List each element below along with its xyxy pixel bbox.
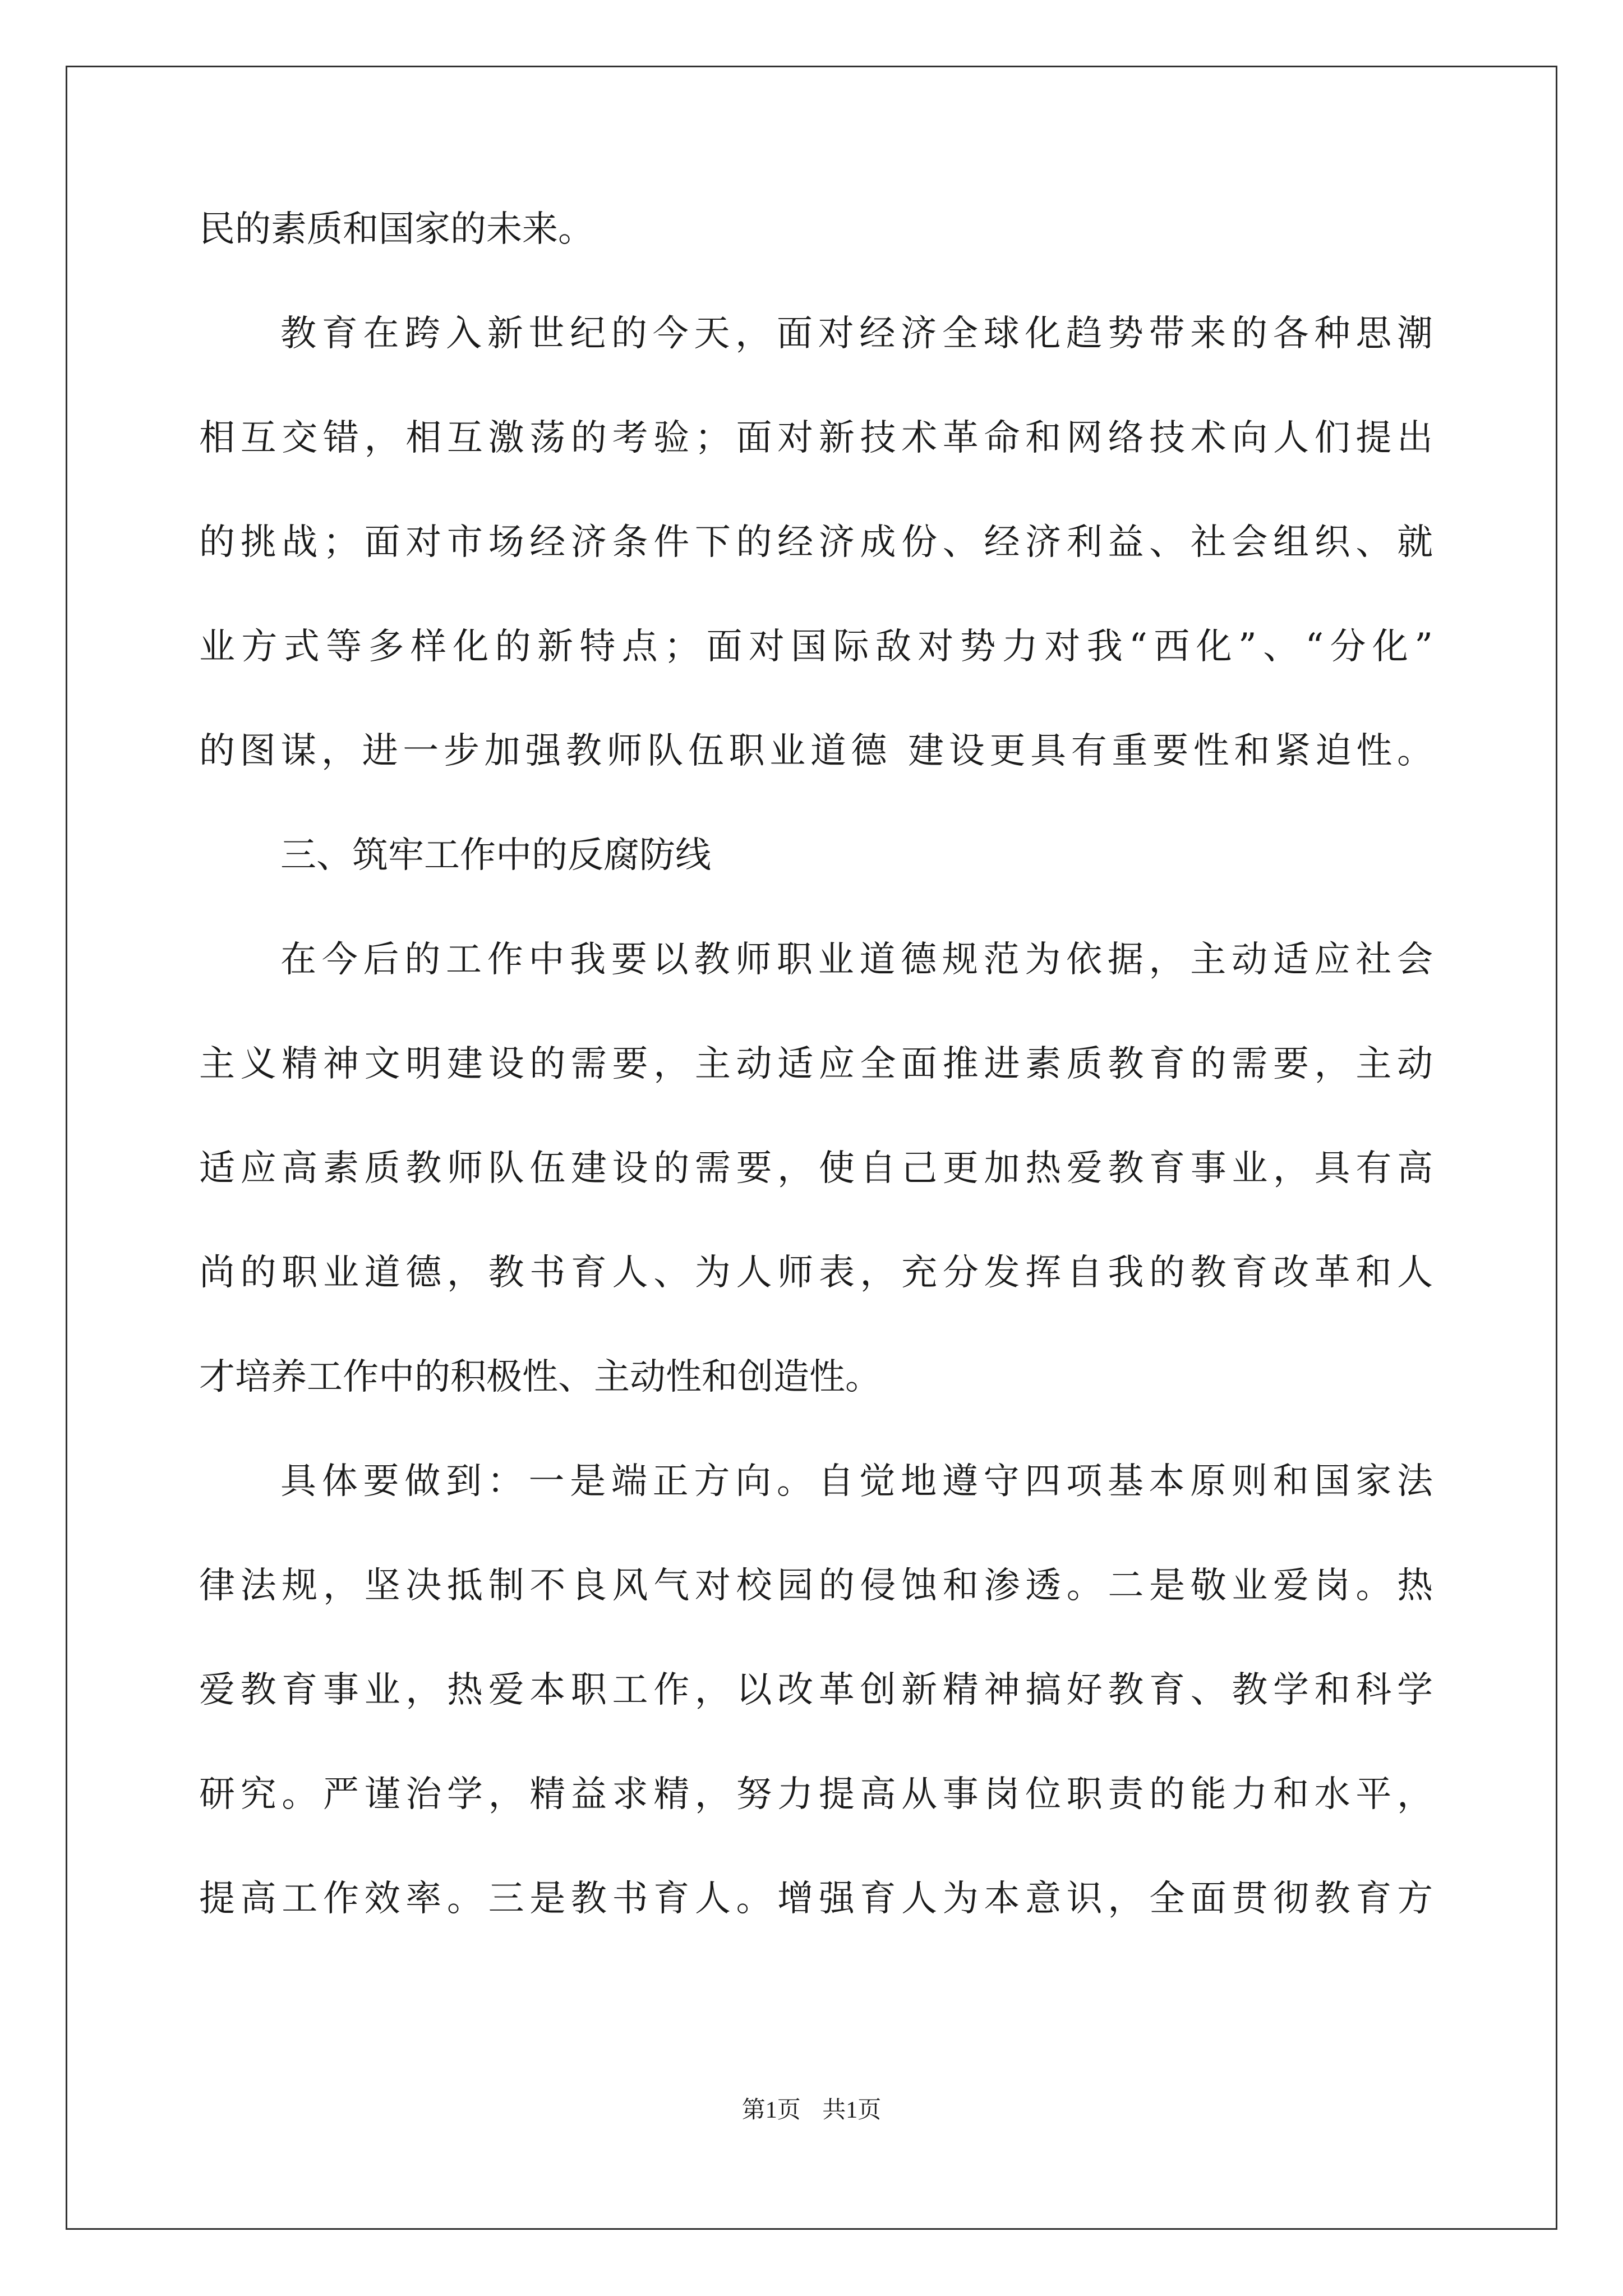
text-line: 适应高素质教师队伍建设的需要，使自己更加热爱教育事业，具有高 (199, 1148, 1433, 1189)
text-line: 民的素质和国家的未来。 (199, 209, 594, 250)
text-line: 的图谋，进一步加强教师队伍职业道德 建设更具有重要性和紧迫性。 (199, 730, 1433, 772)
document-body (199, 194, 1433, 1967)
text-line: 在今后的工作中我要以教师职业道德规范为依据，主动适应社会 (280, 939, 1433, 981)
text-line: 律法规，坚决抵制不良风气对校园的侵蚀和渗透。二是敬业爱岗。热 (199, 1565, 1433, 1607)
page-footer (0, 2091, 1623, 2125)
text-line: 具体要做到：一是端正方向。自觉地遵守四项基本原则和国家法 (280, 1461, 1433, 1502)
text-line: 才培养工作中的积极性、主动性和创造性。 (199, 1356, 881, 1398)
text-line: 主义精神文明建设的需要，主动适应全面推进素质教育的需要，主动 (199, 1043, 1433, 1085)
text-line: 爱教育事业，热爱本职工作，以改革创新精神搞好教育、教学和科学 (199, 1669, 1433, 1711)
text-line: 的挑战；面对市场经济条件下的经济成份、经济利益、社会组织、就 (199, 522, 1433, 563)
section-heading: 三、筑牢工作中的反腐防线 (280, 835, 711, 876)
page-number: 第1页 (741, 2097, 801, 2123)
text-line: 尚的职业道德，教书育人、为人师表，充分发挥自我的教育改革和人 (199, 1252, 1433, 1294)
text-line: 教育在跨入新世纪的今天，面对经济全球化趋势带来的各种思潮 (280, 313, 1433, 355)
text-line: 相互交错，相互激荡的考验；面对新技术革命和网络技术向人们提出 (199, 417, 1433, 459)
text-line: 业方式等多样化的新特点；面对国际敌对势力对我“西化”、“分化” (199, 626, 1433, 668)
page-total: 共1页 (822, 2097, 882, 2123)
text-line: 研究。严谨治学，精益求精，努力提高从事岗位职责的能力和水平， (199, 1774, 1433, 1815)
text-line: 提高工作效率。三是教书育人。增强育人为本意识，全面贯彻教育方 (199, 1878, 1433, 1920)
